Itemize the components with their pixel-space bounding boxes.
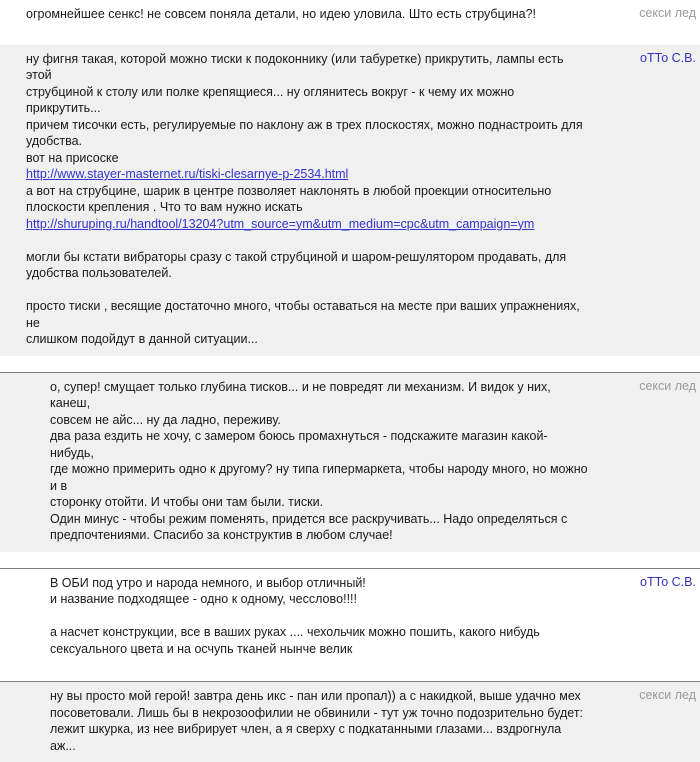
post-line: предпочтениями. Спасибо за конструктив в любом случае! bbox=[50, 528, 393, 542]
post-line: плоскости крепления . Что то вам нужно искать bbox=[26, 200, 303, 214]
blank-line bbox=[26, 232, 590, 249]
post-author[interactable]: секси лед bbox=[639, 688, 696, 702]
post-line: лежит шкурка, из нее вибрирует член, а я сверху с подкатанными глазами... вздрогнула аж... bbox=[50, 722, 565, 753]
post-line bbox=[26, 166, 590, 183]
blank-line bbox=[50, 608, 590, 625]
post-author[interactable]: оТТо С.В. bbox=[640, 574, 696, 589]
comment-post bbox=[0, 45, 700, 356]
post-line: струбциной к столу или полке крепящиеся... ну оглянитесь вокруг - к чему их можно прикрутить... bbox=[26, 84, 518, 115]
post-author[interactable]: оТТо С.В. bbox=[640, 50, 696, 65]
comment-post bbox=[0, 372, 700, 552]
post-author[interactable]: секси лед bbox=[639, 378, 696, 393]
post-gap bbox=[0, 665, 700, 681]
post-body bbox=[0, 45, 700, 356]
post-line: В ОБИ под утро и народа немного, и выбор отличный! bbox=[50, 575, 366, 590]
post-line: посоветовали. Лишь бы в некрозоофилии не обвинили - тут уж точно подозрительно будет: bbox=[50, 705, 584, 720]
post-line: ну вы просто мой герой! завтра день икс - пан или пропал)) а с накидкой, выше удачно мех bbox=[50, 689, 581, 703]
post-line: причем тисочки есть, регулируемые по наклону аж в трех плоскостях, можно поднастроить для bbox=[26, 117, 583, 132]
post-body bbox=[0, 682, 700, 762]
post-body bbox=[0, 0, 700, 31]
comment-post bbox=[0, 681, 700, 762]
post-link[interactable]: http://shuruping.ru/handtool/13204?utm_source=ym&utm_medium=cpc&utm_campaign=ym bbox=[26, 216, 535, 231]
post-line: а вот на струбцине, шарик в центре позволяет наклонять в любой проекции относительно bbox=[26, 183, 552, 198]
post-line: вот на присоске bbox=[26, 150, 119, 165]
post-link[interactable]: http://www.stayer-masternet.ru/tiski-clesarnye-p-2534.html bbox=[26, 167, 349, 181]
post-line: просто тиски , весящие достаточно много, чтобы оставаться на месте при ваших упражнениях, не bbox=[26, 299, 584, 330]
comment-post bbox=[0, 0, 700, 31]
post-line: где можно примерить одно к другому? ну типа гипермаркета, чтобы народу много, но можно и в bbox=[50, 462, 592, 493]
post-line: могли бы кстати вибраторы сразу с такой струбциной и шаром-решулятором продавать, для bbox=[26, 249, 567, 264]
post-gap bbox=[0, 31, 700, 45]
blank-line bbox=[26, 282, 590, 299]
post-gap bbox=[0, 356, 700, 372]
post-line: удобства. bbox=[26, 134, 82, 148]
comment-post bbox=[0, 568, 700, 666]
post-author[interactable]: секси лед bbox=[639, 6, 696, 20]
post-line: совсем не айс... ну да ладно, переживу. bbox=[50, 412, 281, 427]
post-line: слишком подойдут в данной ситуации... bbox=[26, 332, 258, 346]
post-line: два раза ездить не хочу, с замером боюсь промахнуться - подскажите магазин какой-нибудь, bbox=[50, 429, 548, 460]
post-line: удобства пользователей. bbox=[26, 266, 172, 280]
post-line: о, супер! смущает только глубина тисков... и не повредят ли механизм. И видок у них, канеш, bbox=[50, 379, 555, 410]
post-line: сторонку отойти. И чтобы они там были. тиски. bbox=[50, 495, 324, 509]
post-body bbox=[0, 373, 700, 552]
post-line: а насчет конструкции, все в ваших руках .... чехольчик можно пошить, какого нибудь bbox=[50, 625, 540, 639]
post-gap bbox=[0, 552, 700, 568]
post-line: огромнейшее сенкс! не совсем поняла детали, но идею уловила. Што есть струбцина?! bbox=[26, 7, 537, 21]
post-body bbox=[0, 569, 700, 666]
post-line bbox=[26, 216, 590, 233]
post-line: и название подходящее - одно к одному, чессловo!!!! bbox=[50, 592, 357, 606]
post-line: сексуального цвета и на осчупь тканей нынче велик bbox=[50, 641, 353, 656]
post-line: Один минус - чтобы режим поменять, придется все раскручивать... Надо определяться с bbox=[50, 511, 568, 526]
post-line: ну фигня такая, которой можно тиски к подоконнику (или табуретке) прикрутить, лампы есть этой bbox=[26, 51, 567, 82]
